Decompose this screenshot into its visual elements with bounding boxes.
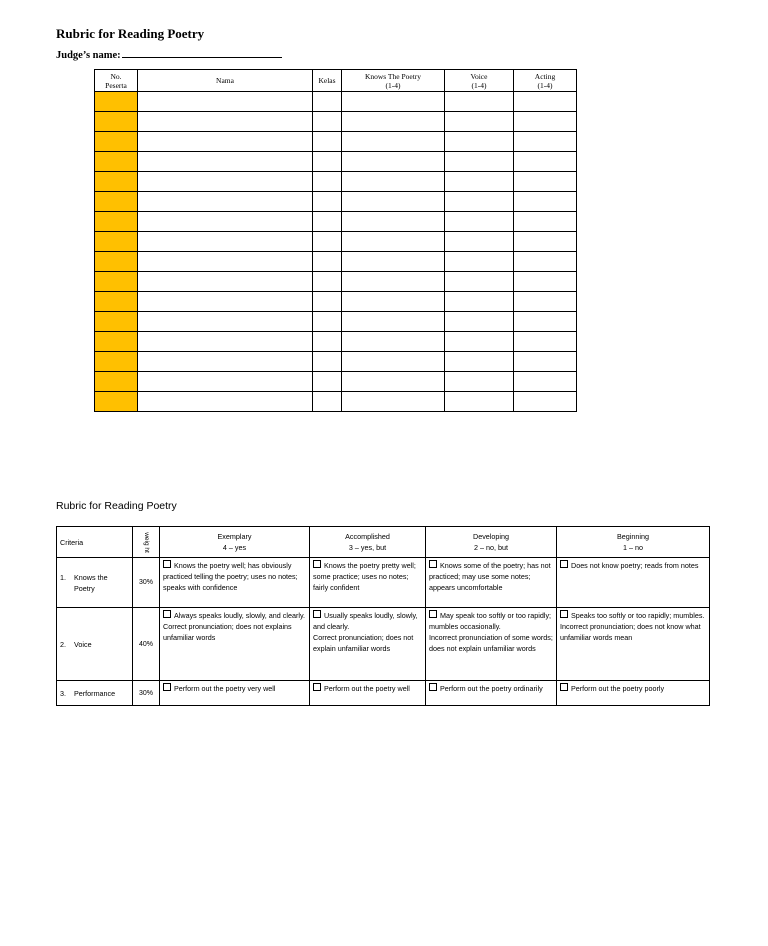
rubric-descriptor-cell [310, 558, 426, 608]
checkbox-icon[interactable] [560, 610, 568, 618]
level-name: Exemplary [217, 532, 252, 541]
rubric-header-weight-label: weig ht [142, 532, 150, 553]
header-nama-label: Nama [216, 76, 234, 85]
acting-score-cell[interactable] [514, 252, 577, 272]
knows-poetry-score-cell[interactable] [342, 352, 445, 372]
voice-score-cell[interactable] [445, 272, 514, 292]
level-name: Accomplished [345, 532, 390, 541]
no-peserta-cell[interactable] [95, 172, 138, 192]
no-peserta-cell[interactable] [95, 212, 138, 232]
checkbox-icon[interactable] [560, 683, 568, 691]
header-kelas-label: Kelas [318, 76, 336, 85]
nama-cell[interactable] [138, 252, 313, 272]
checkbox-icon[interactable] [429, 683, 437, 691]
nama-cell[interactable] [138, 312, 313, 332]
kelas-cell[interactable] [313, 312, 342, 332]
voice-score-cell[interactable] [445, 292, 514, 312]
criteria-label: Performance [74, 688, 116, 698]
acting-score-cell[interactable] [514, 212, 577, 232]
level-score: 2 – no, but [474, 543, 508, 552]
score-table-row [95, 292, 577, 312]
knows-poetry-score-cell[interactable] [342, 372, 445, 392]
rubric-descriptor-cell [310, 681, 426, 706]
header-acting [514, 70, 577, 92]
knows-poetry-score-cell[interactable] [342, 232, 445, 252]
checkbox-icon[interactable] [163, 610, 171, 618]
score-table-row [95, 372, 577, 392]
nama-cell[interactable] [138, 232, 313, 252]
kelas-cell[interactable] [313, 192, 342, 212]
knows-poetry-score-cell[interactable] [342, 292, 445, 312]
voice-score-cell[interactable] [445, 112, 514, 132]
rubric-descriptor-cell [426, 558, 557, 608]
header-nama [138, 70, 313, 92]
score-table-row [95, 252, 577, 272]
descriptor-text: Speaks too softly or too rapidly; mumbles. Incorrect pronunciation; does not know what unfamiliar words mean [560, 611, 705, 642]
voice-score-cell[interactable] [445, 92, 514, 112]
rubric-header-beginning [557, 527, 710, 558]
acting-score-cell[interactable] [514, 112, 577, 132]
knows-poetry-score-cell[interactable] [342, 312, 445, 332]
no-peserta-cell[interactable] [95, 132, 138, 152]
kelas-cell[interactable] [313, 292, 342, 312]
acting-score-cell[interactable] [514, 192, 577, 212]
acting-score-cell[interactable] [514, 372, 577, 392]
rubric-descriptor-cell [310, 608, 426, 681]
no-peserta-cell[interactable] [95, 352, 138, 372]
rubric-header-developing [426, 527, 557, 558]
header-knows-poetry [342, 70, 445, 92]
rubric-header-accomplished [310, 527, 426, 558]
rubric-descriptor-cell [557, 558, 710, 608]
rubric-descriptor-cell [426, 681, 557, 706]
voice-score-cell[interactable] [445, 212, 514, 232]
nama-cell[interactable] [138, 152, 313, 172]
nama-cell[interactable] [138, 172, 313, 192]
voice-score-cell[interactable] [445, 252, 514, 272]
judge-name-label: Judge’s name: [56, 50, 121, 61]
header-knows-poetry-label: Knows The Poetry (1-4) [364, 71, 422, 90]
rubric-criteria-cell [57, 681, 133, 706]
voice-score-cell[interactable] [445, 192, 514, 212]
voice-score-cell[interactable] [445, 392, 514, 412]
kelas-cell[interactable] [313, 232, 342, 252]
kelas-cell[interactable] [313, 212, 342, 232]
descriptor-text: Perform out the poetry poorly [571, 684, 665, 693]
score-table-row [95, 352, 577, 372]
descriptor-text: Perform out the poetry ordinarily [440, 684, 543, 693]
rubric-weight-cell: 30% [133, 681, 160, 706]
descriptor-text: Always speaks loudly, slowly, and clearly. Correct pronunciation; does not explains unfamiliar words [163, 611, 306, 642]
nama-cell[interactable] [138, 332, 313, 352]
rubric-row [57, 608, 710, 681]
knows-poetry-score-cell[interactable] [342, 392, 445, 412]
rubric-row [57, 558, 710, 608]
rubric-criteria-cell [57, 608, 133, 681]
kelas-cell[interactable] [313, 272, 342, 292]
no-peserta-cell[interactable] [95, 112, 138, 132]
criteria-number: 3. [60, 688, 66, 698]
acting-score-cell[interactable] [514, 332, 577, 352]
rubric-title: Rubric for Reading Poetry [56, 500, 177, 512]
score-table-row [95, 172, 577, 192]
voice-score-cell[interactable] [445, 312, 514, 332]
judge-name-field [56, 48, 282, 61]
voice-score-cell[interactable] [445, 232, 514, 252]
rubric-header-criteria: Criteria [57, 527, 133, 558]
level-name: Developing [473, 532, 509, 541]
score-table-row [95, 152, 577, 172]
no-peserta-cell[interactable] [95, 252, 138, 272]
rubric-descriptor-cell [160, 558, 310, 608]
checkbox-icon[interactable] [313, 560, 321, 568]
checkbox-icon[interactable] [313, 683, 321, 691]
rubric-weight-cell: 40% [133, 608, 160, 681]
voice-score-cell[interactable] [445, 332, 514, 352]
score-table-row [95, 392, 577, 412]
nama-cell[interactable] [138, 212, 313, 232]
acting-score-cell[interactable] [514, 392, 577, 412]
acting-score-cell[interactable] [514, 292, 577, 312]
descriptor-text: Perform out the poetry well [324, 684, 410, 693]
acting-score-cell[interactable] [514, 352, 577, 372]
no-peserta-cell[interactable] [95, 152, 138, 172]
acting-score-cell[interactable] [514, 92, 577, 112]
score-table-row [95, 272, 577, 292]
kelas-cell[interactable] [313, 152, 342, 172]
no-peserta-cell[interactable] [95, 92, 138, 112]
rubric-descriptor-cell [426, 608, 557, 681]
descriptor-text: Usually speaks loudly, slowly, and clearly. Correct pronunciation; does not explain unfamiliar words [313, 611, 418, 653]
nama-cell[interactable] [138, 372, 313, 392]
header-no-peserta [95, 70, 138, 92]
checkbox-icon[interactable] [163, 683, 171, 691]
acting-score-cell[interactable] [514, 312, 577, 332]
descriptor-text: Knows some of the poetry; has not practiced; may use some notes; appears uncomfortable [429, 561, 551, 592]
criteria-number: 1. [60, 572, 66, 582]
knows-poetry-score-cell[interactable] [342, 192, 445, 212]
score-table-row [95, 232, 577, 252]
rubric-weight-cell: 30% [133, 558, 160, 608]
nama-cell[interactable] [138, 192, 313, 212]
acting-score-cell[interactable] [514, 272, 577, 292]
rubric-descriptor-cell [557, 608, 710, 681]
no-peserta-cell[interactable] [95, 232, 138, 252]
checkbox-icon[interactable] [313, 610, 321, 618]
voice-score-cell[interactable] [445, 372, 514, 392]
knows-poetry-score-cell[interactable] [342, 112, 445, 132]
page-title: Rubric for Reading Poetry [56, 26, 205, 41]
acting-score-cell[interactable] [514, 152, 577, 172]
no-peserta-cell[interactable] [95, 372, 138, 392]
rubric-criteria-cell [57, 558, 133, 608]
no-peserta-cell[interactable] [95, 332, 138, 352]
acting-score-cell[interactable] [514, 232, 577, 252]
knows-poetry-score-cell[interactable] [342, 212, 445, 232]
score-table-row [95, 192, 577, 212]
criteria-number: 2. [60, 639, 66, 649]
judge-name-blank-line[interactable] [122, 48, 282, 58]
checkbox-icon[interactable] [429, 560, 437, 568]
kelas-cell[interactable] [313, 112, 342, 132]
level-score: 3 – yes, but [348, 543, 387, 552]
score-table-row [95, 212, 577, 232]
header-kelas [313, 70, 342, 92]
rubric-header-exemplary [160, 527, 310, 558]
knows-poetry-score-cell[interactable] [342, 132, 445, 152]
voice-score-cell[interactable] [445, 172, 514, 192]
no-peserta-cell[interactable] [95, 192, 138, 212]
score-table [94, 69, 577, 412]
score-table-header-row [95, 70, 577, 92]
rubric-header-row [57, 527, 710, 558]
score-table-row [95, 92, 577, 112]
nama-cell[interactable] [138, 112, 313, 132]
acting-score-cell[interactable] [514, 132, 577, 152]
knows-poetry-score-cell[interactable] [342, 252, 445, 272]
kelas-cell[interactable] [313, 392, 342, 412]
voice-score-cell[interactable] [445, 132, 514, 152]
header-voice [445, 70, 514, 92]
kelas-cell[interactable] [313, 252, 342, 272]
kelas-cell[interactable] [313, 372, 342, 392]
checkbox-icon[interactable] [429, 610, 437, 618]
score-table-row [95, 112, 577, 132]
header-no-peserta-label: No. Peserta [105, 71, 127, 90]
knows-poetry-score-cell[interactable] [342, 152, 445, 172]
header-voice-label: Voice (1-4) [470, 71, 488, 90]
no-peserta-cell[interactable] [95, 292, 138, 312]
header-acting-label: Acting (1-4) [534, 71, 556, 90]
knows-poetry-score-cell[interactable] [342, 332, 445, 352]
nama-cell[interactable] [138, 392, 313, 412]
nama-cell[interactable] [138, 292, 313, 312]
level-score: 4 – yes [222, 543, 247, 552]
checkbox-icon[interactable] [163, 560, 171, 568]
descriptor-text: Knows the poetry well; has obviously practiced telling the poetry; uses no notes; speaks with confidence [163, 561, 298, 592]
nama-cell[interactable] [138, 272, 313, 292]
score-table-row [95, 332, 577, 352]
score-table-row [95, 312, 577, 332]
kelas-cell[interactable] [313, 92, 342, 112]
rubric-descriptor-cell [160, 681, 310, 706]
rubric-descriptor-cell [160, 608, 310, 681]
no-peserta-cell[interactable] [95, 272, 138, 292]
level-score: 1 – no [623, 543, 643, 552]
checkbox-icon[interactable] [560, 560, 568, 568]
no-peserta-cell[interactable] [95, 312, 138, 332]
score-table-row [95, 132, 577, 152]
level-name: Beginning [617, 532, 649, 541]
voice-score-cell[interactable] [445, 352, 514, 372]
knows-poetry-score-cell[interactable] [342, 92, 445, 112]
kelas-cell[interactable] [313, 352, 342, 372]
knows-poetry-score-cell[interactable] [342, 172, 445, 192]
descriptor-text: Perform out the poetry very well [174, 684, 276, 693]
nama-cell[interactable] [138, 92, 313, 112]
descriptor-text: Knows the poetry pretty well; some practice; uses no notes; fairly confident [313, 561, 416, 592]
knows-poetry-score-cell[interactable] [342, 272, 445, 292]
descriptor-text: May speak too softly or too rapidly; mumbles occasionally. Incorrect pronunciation of some words; does not explain unfamiliar words [429, 611, 553, 653]
descriptor-text: Does not know poetry; reads from notes [571, 561, 699, 570]
no-peserta-cell[interactable] [95, 392, 138, 412]
rubric-table [56, 526, 710, 706]
nama-cell[interactable] [138, 132, 313, 152]
acting-score-cell[interactable] [514, 172, 577, 192]
rubric-row [57, 681, 710, 706]
kelas-cell[interactable] [313, 132, 342, 152]
kelas-cell[interactable] [313, 332, 342, 352]
nama-cell[interactable] [138, 352, 313, 372]
rubric-header-weight [133, 527, 160, 558]
kelas-cell[interactable] [313, 172, 342, 192]
voice-score-cell[interactable] [445, 152, 514, 172]
criteria-label: Knows the Poetry [74, 572, 108, 593]
rubric-descriptor-cell [557, 681, 710, 706]
criteria-label: Voice [74, 639, 92, 649]
